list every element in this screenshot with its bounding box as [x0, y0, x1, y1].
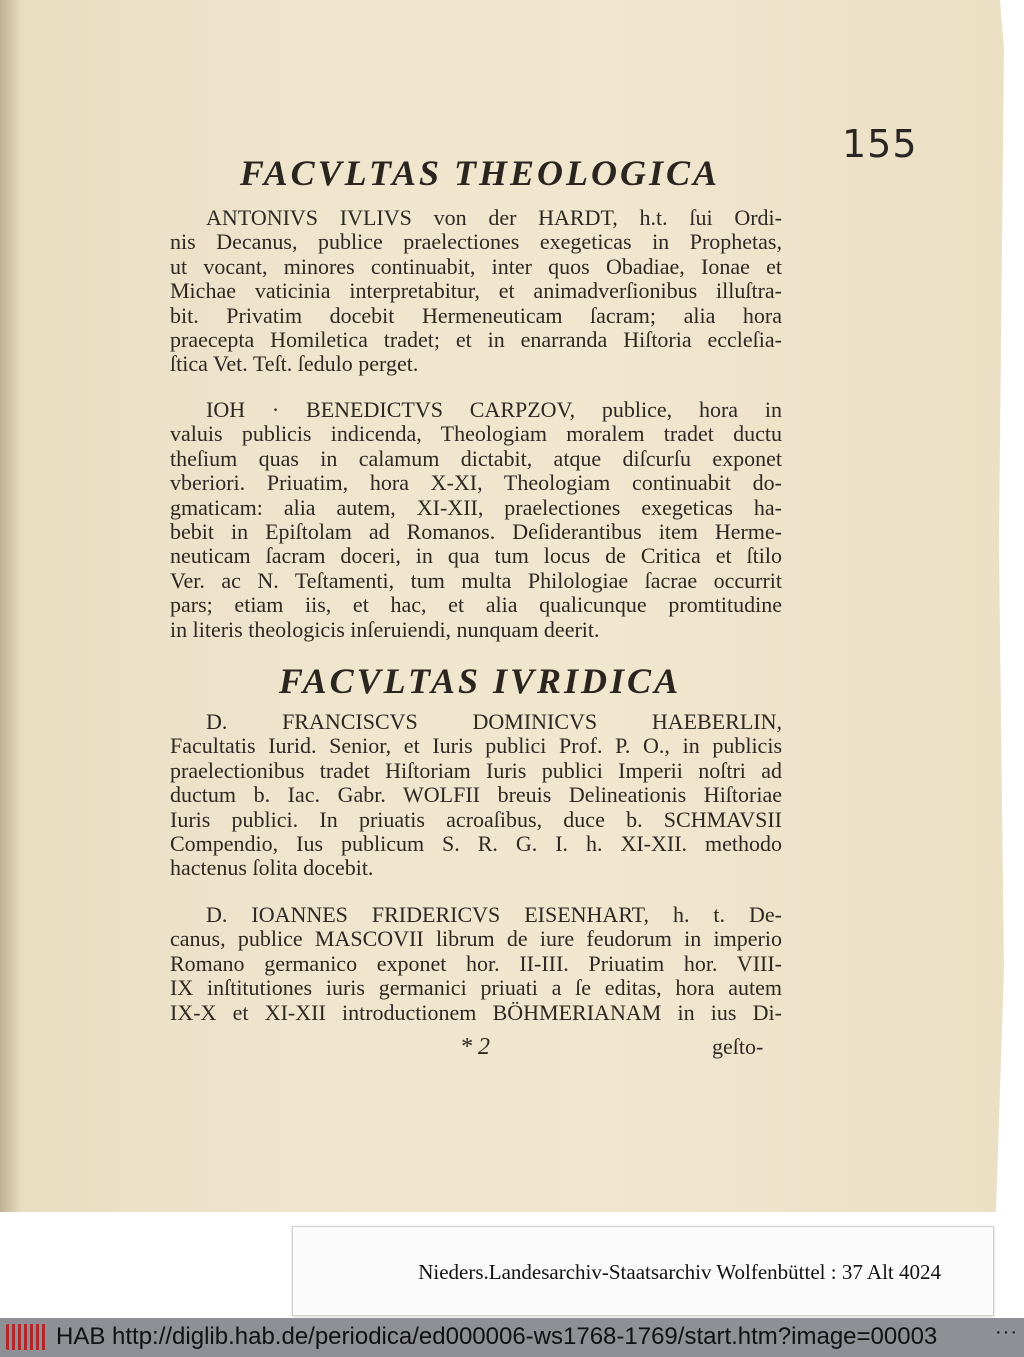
text-line: Iuris publici. In priuatis acroaſibus, duce b. SCHMAVSII [170, 806, 782, 832]
archive-label-box [292, 1226, 994, 1316]
text-line: ut vocant, minores continuabit, inter quos Obadiae, Ionae et [170, 253, 782, 279]
catchword: geſto- [712, 1034, 764, 1059]
text-line: hactenus ſolita docebit. [170, 855, 374, 881]
text-line: canus, publice MASCOVII librum de iure feudorum in imperio [170, 926, 782, 952]
text-line: D. IOANNES FRIDERICVS EISENHART, h. t. De- [206, 902, 782, 927]
text-line: neuticam ſacram doceri, in qua tum locus de Critica et ſtilo [170, 543, 782, 569]
text-line: nis Decanus, publice praelectiones exegeticas in Prophetas, [170, 229, 782, 255]
text-line: ANTONIVS IVLIVS von der HARDT, h.t. ſui Ordi- [206, 205, 782, 230]
text-line: praecepta Homiletica tradet; et in enarranda Hiſtoria eccleſia- [170, 327, 782, 353]
status-bar [0, 1318, 1024, 1357]
paragraph-carpzov [170, 398, 782, 642]
text-line: Michae vaticinia interpretabitur, et animadverſionibus illuſtra- [170, 278, 782, 304]
text-line: theſium quas in calamum dictabit, atque diſcurſu exponet [170, 445, 782, 471]
status-url[interactable]: HAB http://diglib.hab.de/periodica/ed000006-ws1768-1769/start.htm?image=00003 [56, 1323, 938, 1350]
archive-label: Nieders.Landesarchiv-Staatsarchiv Wolfenbüttel : 37 Alt 4024 [418, 1260, 941, 1284]
paragraph-haeberlin [170, 710, 782, 881]
text-line: IOH · BENEDICTVS CARPZOV, publice, hora in [206, 397, 782, 422]
text-line: pars; etiam iis, et hac, et alia qualicunque promtitudine [170, 592, 782, 618]
text-line: Facultatis Iurid. Senior, et Iuris publici Prof. P. O., in publicis [170, 733, 782, 759]
text-line: in literis theologicis inſeruiendi, nunquam deerit. [170, 616, 600, 642]
text-line: Romano germanico exponet hor. II-III. Priuatim hor. VIII- [170, 950, 782, 976]
text-line: IX-X et XI-XII introductionem BÖHMERIANAM in ius Di- [170, 999, 782, 1025]
text-line: bebit in Epiſtolam ad Romanos. Deſiderantibus item Herme- [170, 519, 782, 545]
text-line: valuis publicis indicenda, Theologiam moralem tradet ductu [170, 421, 782, 447]
section-heading-theologica: FACVLTAS THEOLOGICA [239, 153, 721, 193]
signature-mark: * 2 [460, 1034, 490, 1060]
hab-logo-icon [6, 1324, 48, 1350]
text-line: praelectionibus tradet Hiſtoriam Iuris publici Imperii noſtri ad [170, 757, 782, 783]
section-heading-iuridica: FACVLTAS IVRIDICA [278, 661, 682, 701]
text-line: ſtica Vet. Teſt. ſedulo perget. [170, 351, 419, 377]
text-line: ductum b. Iac. Gabr. WOLFII breuis Delineationis Hiſtoriae [170, 782, 782, 808]
text-line: gmaticam: alia autem, XI-XII, praelectiones exegeticas ha- [170, 494, 782, 520]
text-line: bit. Privatim docebit Hermeneuticam ſacram; alia hora [170, 302, 782, 328]
text-line: IX inſtitutiones iuris germanici priuati a ſe editas, hora autem [170, 975, 782, 1001]
text-line: Compendio, Ius publicum S. R. G. I. h. XI-XII. methodo [170, 831, 782, 857]
paragraph-hardt [170, 206, 782, 377]
more-icon[interactable]: ··· [995, 1321, 1018, 1343]
text-line: Ver. ac N. Teſtamenti, tum multa Philologiae ſacrae occurrit [170, 567, 782, 593]
page-number: 155 [842, 122, 918, 166]
text-line: vberiori. Priuatim, hora X-XI, Theologiam continuabit do- [170, 470, 782, 496]
text-line: D. FRANCISCVS DOMINICVS HAEBERLIN, [206, 709, 782, 734]
paragraph-eisenhart [170, 903, 782, 1025]
